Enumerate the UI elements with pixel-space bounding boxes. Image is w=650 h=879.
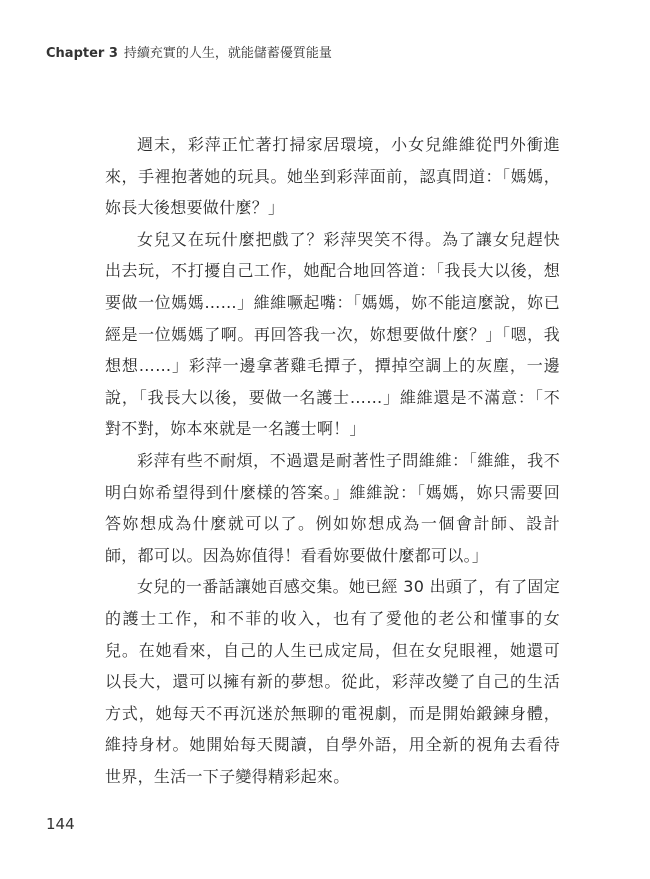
paragraph: 彩萍有些不耐煩，不過還是耐著性子問維維：「維維，我不明白妳希望得到什麼樣的答案。」維維說：「媽媽，妳只需要回答妳想成為什麼就可以了。例如妳想成為一個會計師、設計師，都可以。因為妳值得！看看妳要做什麼都可以。」 — [105, 450, 560, 565]
chapter-title: 持續充實的人生，就能儲蓄優質能量 — [123, 46, 332, 61]
paragraph: 週末，彩萍正忙著打掃家居環境，小女兒維維從門外衝進來，手裡抱著她的玩具。她坐到彩萍面前，認真問道：「媽媽，妳長大後想要做什麼？」 — [105, 135, 560, 218]
paragraph: 女兒的一番話讓她百感交集。她已經 30 出頭了，有了固定的護士工作，和不菲的收入，也有了愛他的老公和懂事的女兒。在她看來，自己的人生已成定局，但在女兒眼裡，她還可以長大，還可以擁有新的夢想。從此，彩萍改變了自己的生活方式，她每天不再沉迷於無聊的電視劇，而是開始鍛鍊身體，維持身材。她開始每天閱讀，自學外語，用全新的視角去看待世界，生活一下子變得精彩起來。 — [105, 577, 560, 786]
running-header — [46, 46, 332, 62]
chapter-label: Chapter 3 — [46, 46, 118, 61]
body-text — [105, 129, 560, 792]
page-number: 144 — [46, 815, 75, 833]
paragraph: 女兒又在玩什麼把戲了？彩萍哭笑不得。為了讓女兒趕快出去玩，不打擾自己工作，她配合地回答道：「我長大以後，想要做一位媽媽……」維維噘起嘴：「媽媽，妳不能這麼說，妳已經是一位媽媽了啊。再回答我一次，妳想要做什麼？」「嗯，我想想……」彩萍一邊拿著雞毛撢子，撢掉空調上的灰塵，一邊說，「我長大以後，要做一名護士……」維維還是不滿意：「不對不對，妳本來就是一名護士啊！」 — [105, 229, 560, 439]
